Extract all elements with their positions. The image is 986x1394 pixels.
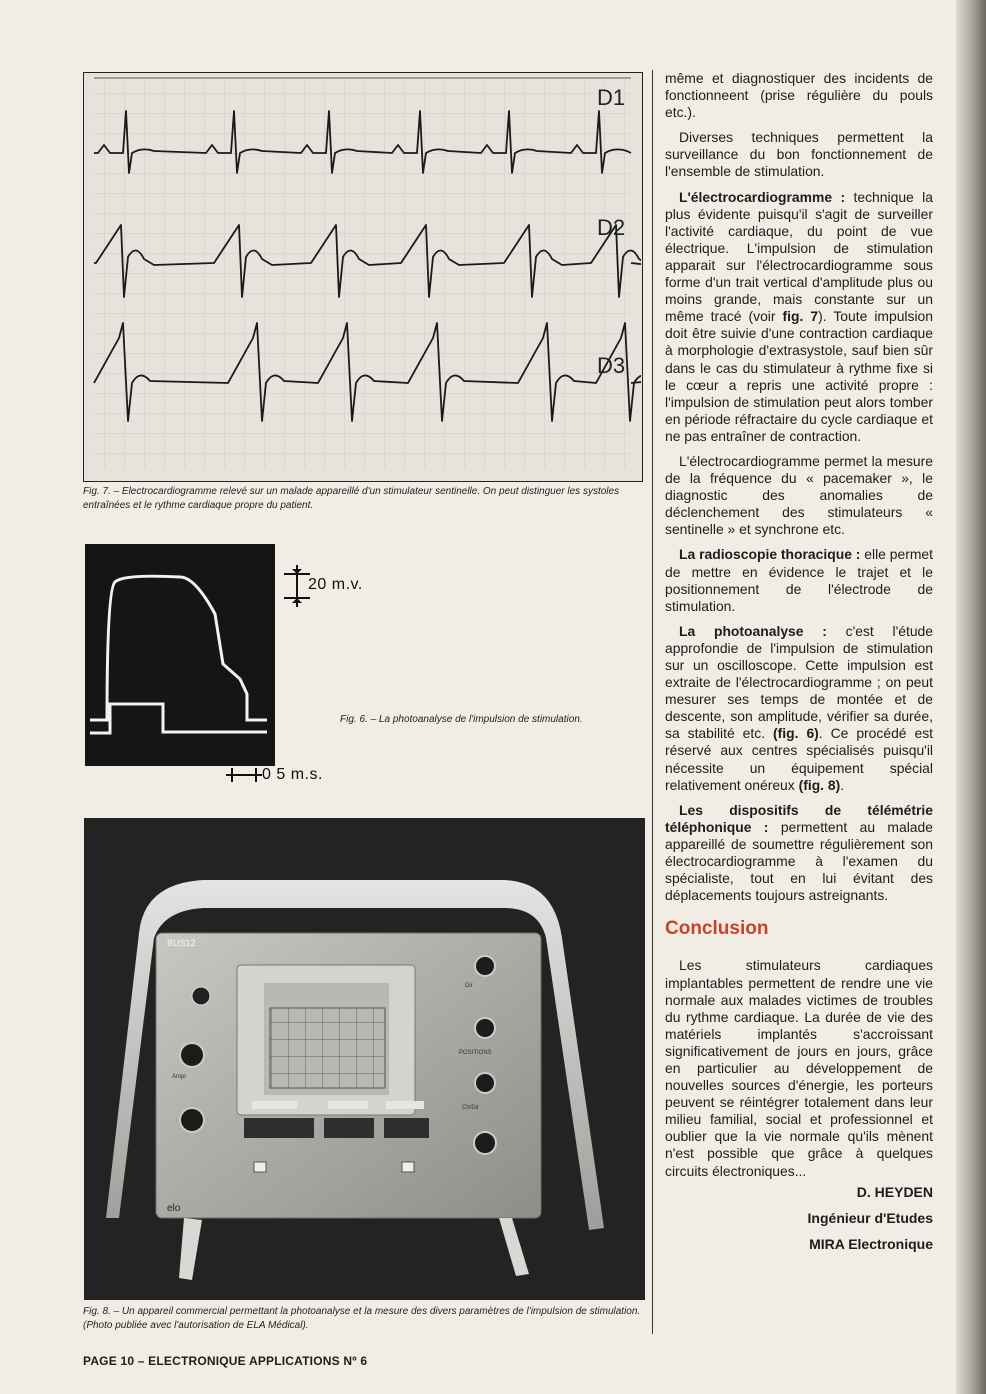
pulse-high-trace (90, 576, 267, 720)
ecg-grid-and-traces (84, 73, 641, 480)
oscilloscope-pulse-trace (85, 544, 275, 766)
fig7-caption: Fig. 7. – Electrocardiogramme relevé sur un malade appareillé d'un stimulateur sentinelle. On peut distinguer les systoles entraînées et le rythme cardiaque propre du patient. (83, 486, 620, 511)
display-2-tag (328, 1101, 368, 1109)
display-1 (244, 1118, 314, 1138)
paragraph-intro: même et diagnostiquer des incidents de fonctionneent (prise régulière du pouls etc.). (665, 70, 933, 121)
device-panel-label-3: Dir (465, 983, 473, 989)
right-knob-2-icon[interactable] (475, 1018, 495, 1038)
device-panel-label-positions: POSITIONS (459, 1050, 492, 1056)
paragraph-radioscopie: La radioscopie thoracique : elle permet de mettre en évidence le trajet et le positionnement de l'électrode de stimulation. (665, 546, 933, 614)
device-brand-label: elo (167, 1203, 181, 1214)
device-leg-right (499, 1218, 529, 1276)
time-scale-marker (226, 767, 262, 783)
display-3 (384, 1118, 429, 1138)
fig8-caption: Fig. 8. – Un appareil commercial permettant la photoanalyse et la mesure des divers paramètres de l'impulsion de stimulation. (Photo publiée avec l'autorisation de ELA Médical). (83, 1306, 641, 1331)
pulse-low-trace (90, 704, 267, 733)
display-2 (324, 1118, 374, 1138)
device-illustration (84, 818, 645, 1300)
fig6-oscilloscope-photo (85, 544, 275, 766)
device-panel-label-2: Ch/Dir (462, 1105, 480, 1111)
article-text-column (665, 70, 933, 1261)
left-knob-3-icon[interactable] (180, 1108, 204, 1132)
paragraph-conclusion: Les stimulateurs cardiaques implantables permettent de rendre une vie normale aux malades victimes de troubles du rythme cardiaque. La durée de vie des matériels implantés s'accroissant significativement de jours en jours, grâce en particulier au développement de nouvelles sources d'énergie, les porteurs peuvent se réintégrer totalement dans leur milieu familial, social et professionnel et oublier que la vie normale qu'ils mènent n'est possible que grâce à quelques circuits électroniques... (665, 957, 933, 1179)
ecg-lead-label-d3: D3 (597, 353, 626, 378)
page-edge-shadow (956, 0, 986, 1394)
right-knob-1-icon[interactable] (475, 956, 495, 976)
paragraph-telemetrie: Les dispositifs de télémétrie téléphonique : permettent au malade appareillé de soumettre régulièrement son électrocardiogramme à l'examen du spécialiste, tout en lui évitant des déplacements toujours astreignants. (665, 801, 933, 904)
conclusion-heading: Conclusion (665, 918, 769, 940)
time-scale-label: 0 5 m.s. (262, 766, 323, 783)
device-model-label: BUS12 (167, 938, 196, 948)
right-knob-4-icon[interactable] (474, 1132, 496, 1154)
paragraph-techniques: Diverses techniques permettent la surveillance du bon fonctionnement de l'ensemble de stimulation. (665, 129, 933, 180)
column-divider (652, 70, 653, 1334)
right-knob-3-icon[interactable] (475, 1073, 495, 1093)
left-knob-1-icon[interactable] (192, 987, 210, 1005)
device-leg-left (179, 1218, 202, 1280)
device-push-button-1[interactable] (254, 1162, 266, 1172)
paragraph-photoanalyse: La photoanalyse : c'est l'étude approfondie de l'impulsion de stimulation sur un oscilloscope. Cette impulsion est extraite de l'électrocardiogramme ; on peut mesurer ses temps de montée et de descente, son amplitude, vérifier sa durée, sa stabilité etc. (fig. 6). Ce procédé est réservé aux centres spécialisés puisqu'il nécessite un équipement spécial relativement onéreux (fig. 8). (665, 622, 933, 793)
fig6-caption: Fig. 6. – La photoanalyse de l'impulsion de stimulation. (340, 714, 583, 725)
device-push-button-2[interactable] (402, 1162, 414, 1172)
fig8-device-photo (84, 818, 645, 1300)
author-name: D. HEYDEN (856, 1183, 933, 1200)
fig7-ecg-figure (83, 72, 643, 482)
author-title: Ingénieur d'Etudes (807, 1209, 933, 1226)
display-1-tag (252, 1101, 297, 1109)
page-footer: PAGE 10 – ELECTRONIQUE APPLICATIONS Nº 6 (83, 1354, 368, 1368)
device-screen-graticule (270, 1008, 385, 1088)
display-3-tag (386, 1101, 424, 1109)
left-knob-2-icon[interactable] (180, 1043, 204, 1067)
ecg-grid (94, 81, 631, 469)
ecg-lead-label-d1: D1 (597, 85, 626, 110)
device-panel-label-4: Ampl (172, 1074, 186, 1080)
author-organization: MIRA Electronique (809, 1235, 933, 1252)
ecg-lead-label-d2: D2 (597, 215, 626, 240)
voltage-scale-label: 20 m.v. (308, 576, 363, 593)
paragraph-ecg-2: L'électrocardiogramme permet la mesure de la fréquence du « pacemaker », le diagnostic des anomalies de déclenchement des stimulateurs « sentinelle » et synchrone etc. (665, 452, 933, 538)
paragraph-ecg: L'électrocardiogramme : technique la plus évidente puisqu'il s'agit de surveiller l'activité cardiaque, du point de vue électrique. L'impulsion de stimulation apparait sur l'électrocardiogramme sous forme d'un trait vertical d'amplitude plus ou moins grande, mais constante sur un même tracé (voir fig. 7). Toute impulsion doit être suivie d'une contraction cardiaque à morphologie d'extrasystole, sauf bien sûr dans le cas du stimulateur à rythme fixe si le cœur a repris une activité propre : l'impulsion de stimulation peut alors tomber en période réfractaire du cycle cardiaque et ne pas entraîner de contraction. (665, 188, 934, 444)
